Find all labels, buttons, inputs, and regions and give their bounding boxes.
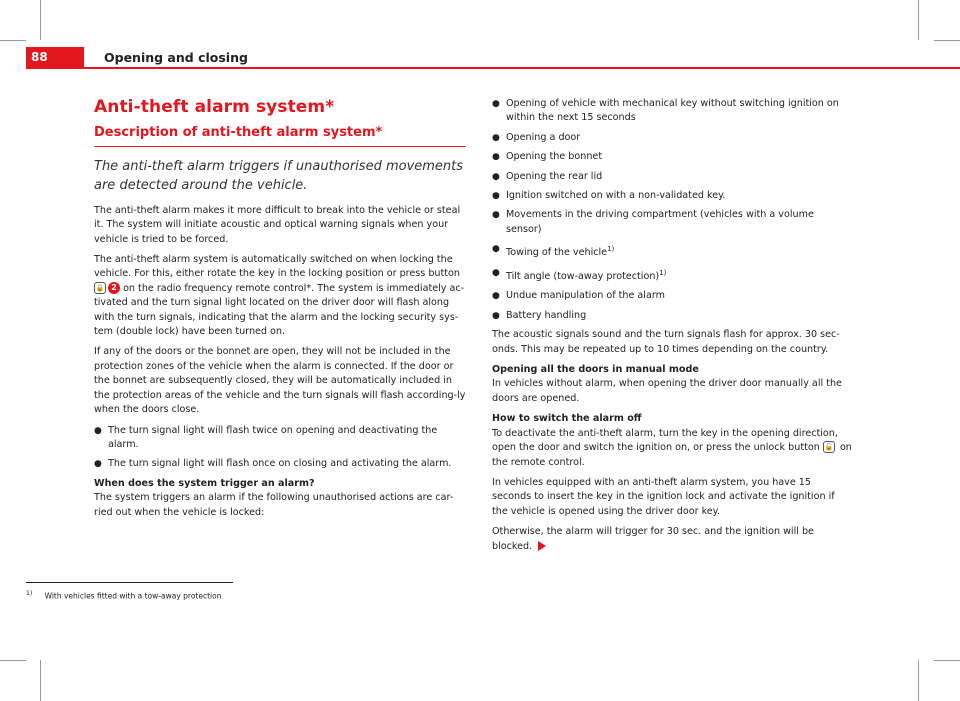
list-item-text: Movements in the driving compartment (vehicles with a volume sensor) [506,209,814,235]
bullet-dot: ● [492,267,500,278]
list-item [492,289,852,303]
footnote-ref: 1) [659,268,667,277]
list-item-text: The turn signal light will flash twice on opening and deactivating the alarm. [108,424,438,450]
list-item [492,170,852,184]
paragraph: The system triggers an alarm if the following unauthorised actions are car-ried out when the vehicle is locked: [94,492,454,518]
page-number: 88 [26,47,84,69]
crop-mark [40,0,41,40]
list-item-text: The turn signal light will flash once on closing and activating the alarm. [108,458,452,470]
paragraph-text: Otherwise, the alarm will trigger for 30 sec. and the ignition will be blocked. [492,526,814,552]
crop-mark [918,660,919,701]
bullet-dot: ● [492,310,500,321]
list-item-text: Opening the rear lid [506,170,603,182]
list-item [492,242,852,261]
crop-mark [0,660,26,661]
list-item-text [506,242,852,261]
list-item [492,131,852,145]
unlock-icon: 🔓 [824,443,834,452]
crop-mark [918,0,919,40]
list-item-text: Opening of vehicle with mechanical key without switching ignition on within the next 15 seconds [506,98,839,124]
bullet-dot: ● [492,291,500,302]
paragraph-heading: When does the system trigger an alarm? [94,477,315,489]
list-item [492,309,852,323]
bullet-dot: ● [492,191,500,202]
intro-lead: The anti-theft alarm triggers if unauthorised movements are detected around the vehicle. [94,158,464,193]
page-heading: Anti-theft alarm system* [94,97,335,117]
list-item [492,266,852,285]
paragraph-text: on the radio frequency remote control*. The system is immediately ac-tivated and the turn signal light located on the driver door will flash along with the turn signals, indicating that the alarm and the locking security sys-tem (double lock) have been turned on. [94,282,465,338]
right-column [492,97,852,560]
paragraph-text: The anti-theft alarm system is automatically switched on when locking the vehicle. For this, either rotate the key in the locking position or press button [94,254,460,280]
list-item [94,424,466,453]
footnote-ref: 1) [607,245,615,254]
list-item [492,150,852,164]
paragraph: The acoustic signals sound and the turn signals flash for approx. 30 sec-onds. This may be repeated up to 10 times depending on the country. [492,329,840,355]
footnote [26,590,221,601]
bullet-dot: ● [492,210,500,221]
paragraph [492,525,852,554]
footnote-text: With vehicles fitted with a tow-away protection [44,591,222,601]
bullet-dot: ● [492,171,500,182]
crop-mark [934,40,960,41]
bullet-dot: ● [492,99,500,109]
list-item-text: Opening the bonnet [506,151,603,163]
list-item-text: Battery handling [506,309,587,321]
section-title: Opening and closing [104,50,248,65]
paragraph: In vehicles without alarm, when opening the driver door manually all the doors are opened. [492,378,842,404]
bullet-dot: ● [492,244,500,255]
paragraph [94,253,466,339]
list-item-text: Ignition switched on with a non-validated key. [506,190,726,202]
list-item [492,97,852,126]
list-item [492,208,852,237]
header-rule [84,67,960,69]
footnote-marker: 1) [26,590,33,597]
list-item-text: Opening a door [506,131,581,143]
crop-mark [0,40,26,41]
paragraph: In vehicles equipped with an anti-theft alarm system, you have 15 seconds to insert the key in the ignition lock and activate the ignition if the vehicle is opened using the driver door key. [492,476,835,517]
paragraph-text: To deactivate the anti-theft alarm, turn the key in the opening direction, open the door and switch the ignition on, or press the unlock button [492,427,838,454]
bullet-dot: ● [492,152,500,163]
bullet-dot: ● [492,132,500,143]
bullet-dot: ● [94,425,102,436]
callout-number: 2 [108,282,120,294]
bullet-dot: ● [94,459,102,470]
list-item-label: Towing of the vehicle [506,247,608,259]
lock-icon: 🔒 [95,283,105,292]
paragraph: If any of the doors or the bonnet are open, they will not be included in the protection zones of the vehicle when the alarm is connected. If the door or the bonnet are subsequently closed, they will be automatically included in the protection areas of the vehicle and the turn signals will flash according-ly when the doors close. [94,346,466,416]
list-item [94,457,466,471]
paragraph [492,427,852,470]
paragraph-heading: Opening all the doors in manual mode [492,364,699,376]
list-item-text: Undue manipulation of the alarm [506,290,665,302]
list-item-text [506,266,852,285]
left-column [94,97,466,526]
continue-arrow-icon [538,541,546,551]
paragraph-text: on the remote control. [492,442,852,468]
list-item [492,189,852,203]
paragraph: The anti-theft alarm makes it more difficult to break into the vehicle or steal it. The system will initiate acoustic and optical warning signals when your vehicle is tried to be forced. [94,204,461,245]
crop-mark [934,660,960,661]
subheading: Description of anti-theft alarm system* [94,126,466,146]
list-item-label: Tilt angle (tow-away protection) [506,271,660,283]
crop-mark [40,660,41,701]
paragraph-heading: How to switch the alarm off [492,413,642,425]
footnote-rule [26,582,233,583]
